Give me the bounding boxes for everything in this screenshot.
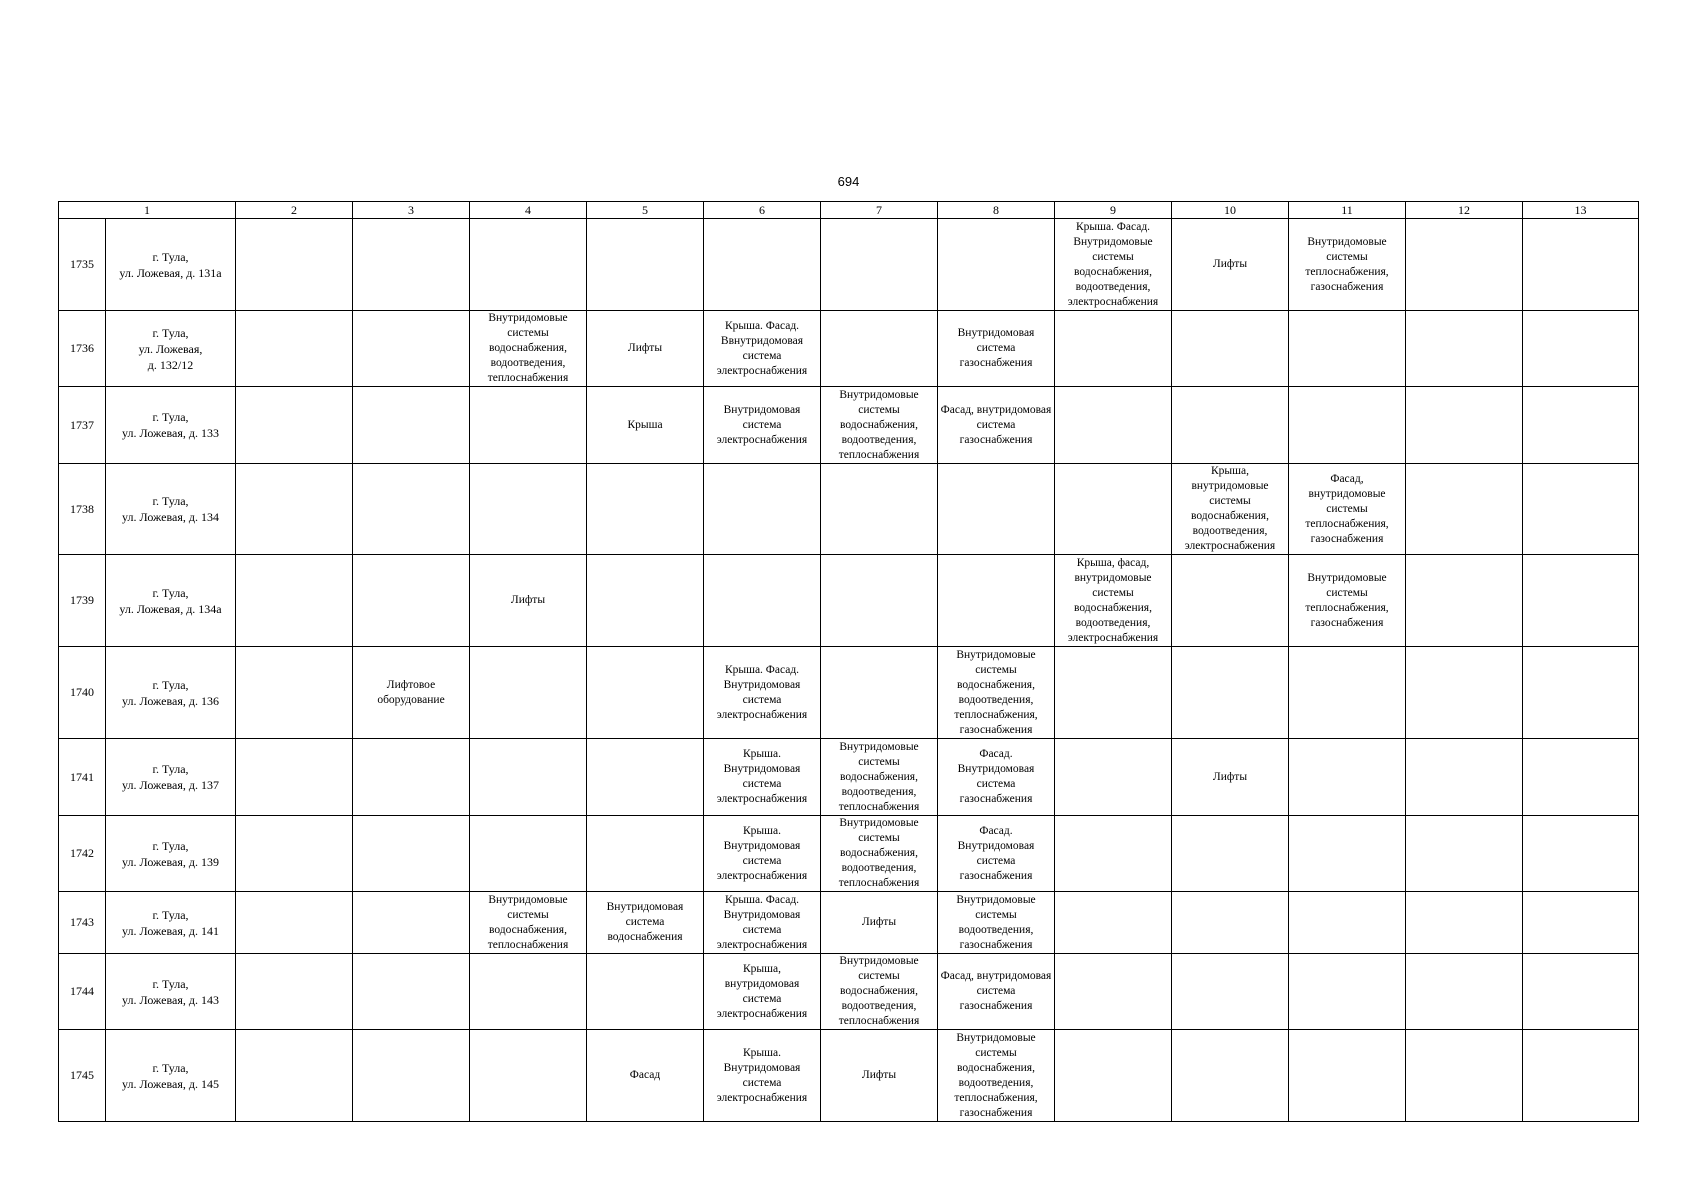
address-cell bbox=[106, 555, 236, 647]
column-header-12: 12 bbox=[1406, 202, 1523, 219]
work-cell-col-3 bbox=[353, 464, 470, 555]
column-header-3: 3 bbox=[353, 202, 470, 219]
work-cell-col-6 bbox=[704, 219, 821, 311]
work-cell-col-7: Лифты bbox=[821, 1030, 938, 1122]
work-cell-col-10 bbox=[1172, 647, 1289, 739]
work-cell-col-8 bbox=[938, 219, 1055, 311]
work-cell-col-2 bbox=[236, 954, 353, 1030]
work-cell-col-9 bbox=[1055, 739, 1172, 816]
work-cell-col-3 bbox=[353, 892, 470, 954]
address-cell bbox=[106, 816, 236, 892]
work-cell-col-7: Лифты bbox=[821, 892, 938, 954]
work-cell-col-12 bbox=[1406, 555, 1523, 647]
work-cell-col-7: Внутридомовые системы водоснабжения, водоотведения, теплоснабжения bbox=[821, 954, 938, 1030]
work-cell-col-4 bbox=[470, 387, 587, 464]
work-cell-col-2 bbox=[236, 1030, 353, 1122]
address-line: г. Тула, bbox=[152, 762, 189, 776]
address-line: г. Тула, bbox=[152, 976, 189, 991]
work-cell-col-11 bbox=[1289, 647, 1406, 739]
work-cell-col-6 bbox=[704, 464, 821, 555]
work-cell-col-2 bbox=[236, 387, 353, 464]
address-line: ул. Ложевая, bbox=[138, 341, 203, 356]
work-cell-col-4 bbox=[470, 647, 587, 739]
work-cell-col-3 bbox=[353, 954, 470, 1030]
repair-schedule-table bbox=[58, 201, 1639, 1122]
address-line: ул. Ложевая, д. 141 bbox=[122, 923, 219, 938]
table-row bbox=[59, 464, 1639, 555]
column-header-8: 8 bbox=[938, 202, 1055, 219]
work-cell-col-6: Крыша. Фасад. Ввнутридомовая система электроснабжения bbox=[704, 311, 821, 387]
address-line: г. Тула, bbox=[152, 585, 189, 600]
address-cell bbox=[106, 739, 236, 816]
address-line: ул. Ложевая, д. 133 bbox=[122, 426, 219, 440]
work-cell-col-12 bbox=[1406, 816, 1523, 892]
column-header-1: 1 bbox=[59, 202, 236, 219]
work-cell-col-11: Внутридомовые системы теплоснабжения, газоснабжения bbox=[1289, 555, 1406, 647]
column-header-13: 13 bbox=[1523, 202, 1639, 219]
work-cell-col-10: Лифты bbox=[1172, 739, 1289, 816]
work-cell-col-12 bbox=[1406, 464, 1523, 555]
work-cell-col-3 bbox=[353, 555, 470, 647]
work-cell-col-13 bbox=[1523, 954, 1639, 1030]
work-cell-col-8 bbox=[938, 555, 1055, 647]
work-cell-col-13 bbox=[1523, 1030, 1639, 1122]
work-cell-col-10: Крыша, внутридомовые системы водоснабжения, водоотведения, электроснабжения bbox=[1172, 464, 1289, 555]
table-row bbox=[59, 219, 1639, 311]
table-header bbox=[59, 202, 1639, 219]
work-cell-col-3 bbox=[353, 739, 470, 816]
work-cell-col-13 bbox=[1523, 739, 1639, 816]
work-cell-col-4 bbox=[470, 219, 587, 311]
work-cell-col-2 bbox=[236, 219, 353, 311]
work-cell-col-13 bbox=[1523, 647, 1639, 739]
work-cell-col-2 bbox=[236, 816, 353, 892]
work-cell-col-9 bbox=[1055, 1030, 1172, 1122]
work-cell-col-3: Лифтовое оборудование bbox=[353, 647, 470, 739]
work-cell-col-9 bbox=[1055, 892, 1172, 954]
work-cell-col-13 bbox=[1523, 816, 1639, 892]
work-cell-col-2 bbox=[236, 647, 353, 739]
work-cell-col-8: Внутридомовые системы водоснабжения, водоотведения, теплоснабжения, газоснабжения bbox=[938, 647, 1055, 739]
work-cell-col-7: Внутридомовые системы водоснабжения, водоотведения, теплоснабжения bbox=[821, 387, 938, 464]
work-cell-col-5 bbox=[587, 219, 704, 311]
row-number: 1739 bbox=[59, 555, 106, 647]
work-cell-col-6: Крыша, внутридомовая система электроснабжения bbox=[704, 954, 821, 1030]
table-row bbox=[59, 647, 1639, 739]
work-cell-col-13 bbox=[1523, 219, 1639, 311]
work-cell-col-4 bbox=[470, 1030, 587, 1122]
address-cell bbox=[106, 464, 236, 555]
work-cell-col-11: Фасад, внутридомовые системы теплоснабжения, газоснабжения bbox=[1289, 464, 1406, 555]
address-line: ул. Ложевая, д. 134 bbox=[122, 510, 219, 524]
work-cell-col-8 bbox=[938, 464, 1055, 555]
work-cell-col-11 bbox=[1289, 311, 1406, 387]
column-header-9: 9 bbox=[1055, 202, 1172, 219]
work-cell-col-7 bbox=[821, 647, 938, 739]
work-cell-col-8: Фасад, внутридомовая система газоснабжения bbox=[938, 954, 1055, 1030]
work-cell-col-3 bbox=[353, 311, 470, 387]
address-line: ул. Ложевая, д. 143 bbox=[122, 992, 219, 1007]
work-cell-col-4 bbox=[470, 954, 587, 1030]
address-line: ул. Ложевая, д. 131а bbox=[119, 265, 222, 280]
address-cell bbox=[106, 219, 236, 311]
work-cell-col-6: Крыша. Внутридомовая система электроснабжения bbox=[704, 1030, 821, 1122]
address-cell bbox=[106, 647, 236, 739]
column-header-6: 6 bbox=[704, 202, 821, 219]
table-row bbox=[59, 555, 1639, 647]
address-line: г. Тула, bbox=[152, 677, 189, 692]
work-cell-col-8: Фасад, внутридомовая система газоснабжения bbox=[938, 387, 1055, 464]
work-cell-col-2 bbox=[236, 311, 353, 387]
work-cell-col-10 bbox=[1172, 311, 1289, 387]
work-cell-col-3 bbox=[353, 816, 470, 892]
work-cell-col-6: Крыша. Внутридомовая система электроснабжения bbox=[704, 739, 821, 816]
work-cell-col-9 bbox=[1055, 387, 1172, 464]
work-cell-col-7: Внутридомовые системы водоснабжения, водоотведения, теплоснабжения bbox=[821, 816, 938, 892]
work-cell-col-12 bbox=[1406, 219, 1523, 311]
work-cell-col-9 bbox=[1055, 311, 1172, 387]
header-row bbox=[59, 202, 1639, 219]
address-line: г. Тула, bbox=[152, 838, 189, 853]
work-cell-col-10: Лифты bbox=[1172, 219, 1289, 311]
address-line: д. 132/12 bbox=[147, 357, 194, 372]
column-header-2: 2 bbox=[236, 202, 353, 219]
work-cell-col-10 bbox=[1172, 816, 1289, 892]
page-number: 694 bbox=[837, 174, 860, 189]
address-line: г. Тула, bbox=[152, 325, 189, 340]
work-cell-col-5 bbox=[587, 555, 704, 647]
work-cell-col-11 bbox=[1289, 1030, 1406, 1122]
row-number: 1741 bbox=[59, 739, 106, 816]
address-cell bbox=[106, 311, 236, 387]
table-row bbox=[59, 387, 1639, 464]
work-cell-col-8: Внутридомовые системы водоотведения, газоснабжения bbox=[938, 892, 1055, 954]
address-line: ул. Ложевая, д. 139 bbox=[122, 854, 219, 869]
address-line: г. Тула, bbox=[152, 249, 189, 264]
table-row bbox=[59, 892, 1639, 954]
work-cell-col-7 bbox=[821, 219, 938, 311]
work-cell-col-12 bbox=[1406, 387, 1523, 464]
work-cell-col-4: Лифты bbox=[470, 555, 587, 647]
column-header-5: 5 bbox=[587, 202, 704, 219]
work-cell-col-5: Лифты bbox=[587, 311, 704, 387]
work-cell-col-9: Крыша, фасад, внутридомовые системы водоснабжения, водоотведения, электроснабжения bbox=[1055, 555, 1172, 647]
work-cell-col-2 bbox=[236, 555, 353, 647]
work-cell-col-12 bbox=[1406, 954, 1523, 1030]
work-cell-col-13 bbox=[1523, 464, 1639, 555]
address-cell bbox=[106, 1030, 236, 1122]
row-number: 1743 bbox=[59, 892, 106, 954]
work-cell-col-13 bbox=[1523, 311, 1639, 387]
address-cell bbox=[106, 954, 236, 1030]
table-row bbox=[59, 739, 1639, 816]
work-cell-col-11 bbox=[1289, 387, 1406, 464]
work-cell-col-10 bbox=[1172, 892, 1289, 954]
work-cell-col-4: Внутридомовые системы водоснабжения, водоотведения, теплоснабжения bbox=[470, 311, 587, 387]
address-line: ул. Ложевая, д. 134а bbox=[119, 601, 222, 616]
work-cell-col-3 bbox=[353, 387, 470, 464]
work-cell-col-6: Внутридомовая система электроснабжения bbox=[704, 387, 821, 464]
work-cell-col-5 bbox=[587, 647, 704, 739]
work-cell-col-9 bbox=[1055, 647, 1172, 739]
work-cell-col-5: Крыша bbox=[587, 387, 704, 464]
work-cell-col-12 bbox=[1406, 739, 1523, 816]
table-row bbox=[59, 816, 1639, 892]
work-cell-col-6: Крыша. Фасад. Внутридомовая система электроснабжения bbox=[704, 647, 821, 739]
work-cell-col-10 bbox=[1172, 954, 1289, 1030]
address-cell bbox=[106, 892, 236, 954]
address-cell bbox=[106, 387, 236, 464]
work-cell-col-2 bbox=[236, 739, 353, 816]
work-cell-col-10 bbox=[1172, 1030, 1289, 1122]
table-row bbox=[59, 954, 1639, 1030]
work-cell-col-11 bbox=[1289, 954, 1406, 1030]
work-cell-col-5 bbox=[587, 954, 704, 1030]
address-line: г. Тула, bbox=[152, 1060, 189, 1075]
work-cell-col-7 bbox=[821, 464, 938, 555]
work-cell-col-3 bbox=[353, 1030, 470, 1122]
work-cell-col-2 bbox=[236, 892, 353, 954]
work-cell-col-8: Фасад. Внутридомовая система газоснабжения bbox=[938, 816, 1055, 892]
work-cell-col-4 bbox=[470, 739, 587, 816]
work-cell-col-6 bbox=[704, 555, 821, 647]
address-line: ул. Ложевая, д. 136 bbox=[122, 693, 219, 708]
work-cell-col-8: Внутридомовая система газоснабжения bbox=[938, 311, 1055, 387]
work-cell-col-5 bbox=[587, 464, 704, 555]
work-cell-col-13 bbox=[1523, 387, 1639, 464]
work-cell-col-5 bbox=[587, 816, 704, 892]
work-cell-col-5: Фасад bbox=[587, 1030, 704, 1122]
column-header-11: 11 bbox=[1289, 202, 1406, 219]
work-cell-col-5 bbox=[587, 739, 704, 816]
work-cell-col-4 bbox=[470, 464, 587, 555]
work-cell-col-9: Крыша. Фасад. Внутридомовые системы водоснабжения, водоотведения, электроснабжения bbox=[1055, 219, 1172, 311]
work-cell-col-10 bbox=[1172, 555, 1289, 647]
work-cell-col-13 bbox=[1523, 892, 1639, 954]
row-number: 1740 bbox=[59, 647, 106, 739]
work-cell-col-4: Внутридомовые системы водоснабжения, теплоснабжения bbox=[470, 892, 587, 954]
table-row bbox=[59, 311, 1639, 387]
address-line: ул. Ложевая, д. 137 bbox=[122, 778, 219, 792]
work-cell-col-9 bbox=[1055, 954, 1172, 1030]
work-cell-col-7 bbox=[821, 311, 938, 387]
work-cell-col-13 bbox=[1523, 555, 1639, 647]
work-cell-col-11 bbox=[1289, 892, 1406, 954]
work-cell-col-11 bbox=[1289, 739, 1406, 816]
work-cell-col-10 bbox=[1172, 387, 1289, 464]
work-cell-col-8: Внутридомовые системы водоснабжения, водоотведения, теплоснабжения, газоснабжения bbox=[938, 1030, 1055, 1122]
column-header-4: 4 bbox=[470, 202, 587, 219]
work-cell-col-7 bbox=[821, 555, 938, 647]
row-number: 1744 bbox=[59, 954, 106, 1030]
address-line: г. Тула, bbox=[152, 907, 189, 922]
work-cell-col-3 bbox=[353, 219, 470, 311]
table-row bbox=[59, 1030, 1639, 1122]
work-cell-col-6: Крыша. Внутридомовая система электроснабжения bbox=[704, 816, 821, 892]
work-cell-col-4 bbox=[470, 816, 587, 892]
table-body bbox=[59, 219, 1639, 1122]
work-cell-col-12 bbox=[1406, 1030, 1523, 1122]
row-number: 1745 bbox=[59, 1030, 106, 1122]
work-cell-col-12 bbox=[1406, 892, 1523, 954]
work-cell-col-9 bbox=[1055, 816, 1172, 892]
address-line: г. Тула, bbox=[152, 494, 189, 508]
address-line: г. Тула, bbox=[152, 410, 189, 424]
work-cell-col-11 bbox=[1289, 816, 1406, 892]
work-cell-col-9 bbox=[1055, 464, 1172, 555]
work-cell-col-12 bbox=[1406, 647, 1523, 739]
row-number: 1737 bbox=[59, 387, 106, 464]
column-header-7: 7 bbox=[821, 202, 938, 219]
address-line: ул. Ложевая, д. 145 bbox=[122, 1076, 219, 1091]
row-number: 1738 bbox=[59, 464, 106, 555]
work-cell-col-7: Внутридомовые системы водоснабжения, водоотведения, теплоснабжения bbox=[821, 739, 938, 816]
row-number: 1735 bbox=[59, 219, 106, 311]
row-number: 1742 bbox=[59, 816, 106, 892]
work-cell-col-6: Крыша. Фасад. Внутридомовая система электроснабжения bbox=[704, 892, 821, 954]
column-header-10: 10 bbox=[1172, 202, 1289, 219]
work-cell-col-8: Фасад. Внутридомовая система газоснабжения bbox=[938, 739, 1055, 816]
work-cell-col-12 bbox=[1406, 311, 1523, 387]
work-cell-col-5: Внутридомовая система водоснабжения bbox=[587, 892, 704, 954]
row-number: 1736 bbox=[59, 311, 106, 387]
work-cell-col-2 bbox=[236, 464, 353, 555]
work-cell-col-11: Внутридомовые системы теплоснабжения, газоснабжения bbox=[1289, 219, 1406, 311]
